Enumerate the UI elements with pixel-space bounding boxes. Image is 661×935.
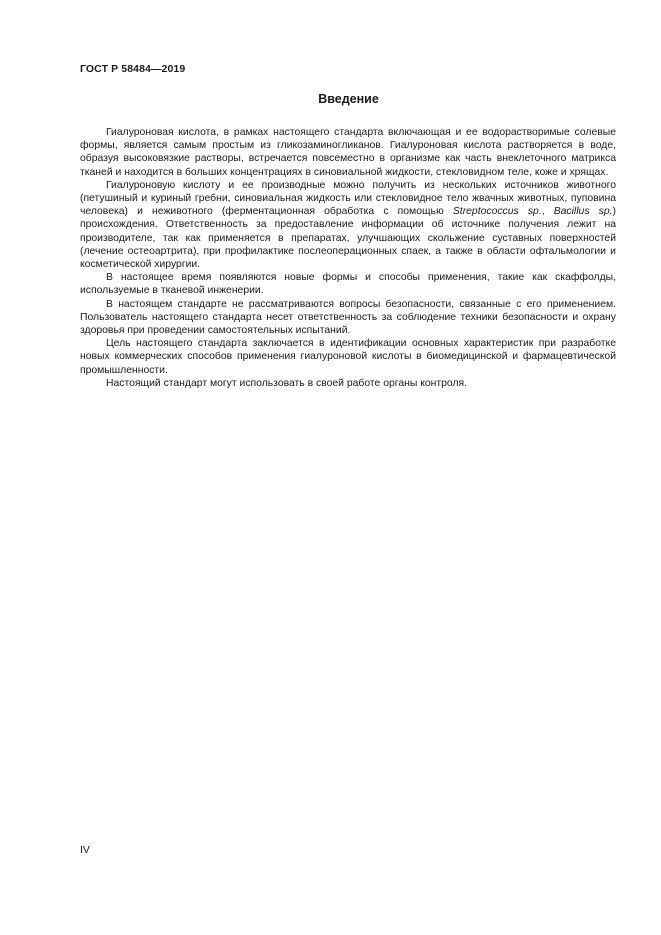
species-bacillus: Bacillus sp. xyxy=(553,206,613,218)
paragraph-6: Настоящий стандарт могут использовать в своей работе органы контроля. xyxy=(106,377,468,389)
paragraph-5: Цель настоящего стандарта заключается в идентификации основных характеристик при разработке новых коммерческих способов применения гиалуроновой кислоты в биомедицинской и фармацевтической промышленности. xyxy=(80,338,616,376)
paragraph-2 xyxy=(80,179,616,271)
paragraph-4: В настоящем стандарте не рассматриваются вопросы безопасности, связанные с его применением. Пользователь настоящего стандарта несет ответственность за соблюдение техники безопасности и охрану здоровья при проведении самостоятельных испытаний. xyxy=(80,298,616,337)
document-code: ГОСТ Р 58484—2019 xyxy=(80,63,186,75)
section-title: Введение xyxy=(318,92,379,106)
paragraph-2-text-b: ) происхождения. Ответственность за предоставление информации об источнике получения лежит на производителе, так как применяется в препаратах, улучшающих скольжение суставных поверхностей (лечение остеоартрита), при профилактике послеоперационных спаек, а также в области офтальмологии и косметической хирургии. xyxy=(80,206,616,271)
page-number: IV xyxy=(80,845,90,856)
species-streptococcus: Streptococcus sp. xyxy=(452,206,542,218)
paragraph-1: Гиалуроновая кислота, в рамках настоящего стандарта включающая и ее водорастворимые солевые формы, является самым простым из гликозаминогликанов. Гиалуроновая кислота растворяется в воде, образуя высоковязкие растворы, встречается повсеместно в организме как часть внеклеточного матрикса тканей и находится в больших концентрациях в синовиальной жидкости, стекловидном теле, коже и хрящах. xyxy=(80,127,616,178)
introduction-body xyxy=(80,126,616,390)
paragraph-2-text-a: Гиалуроновую кислоту и ее производные можно получить из нескольких источников животного (петушиный и куриный гребни, синовиальная жидкость или стекловидное тело жвачных животных, пуповина человека) и неживотного (ферментационная обработка с помощью xyxy=(80,179,616,218)
paragraph-2-separator: , xyxy=(541,206,554,218)
paragraph-3: В настоящее время появляются новые формы и способы применения, такие как скаффолды, используемые в тканевой инженерии. xyxy=(80,272,616,297)
